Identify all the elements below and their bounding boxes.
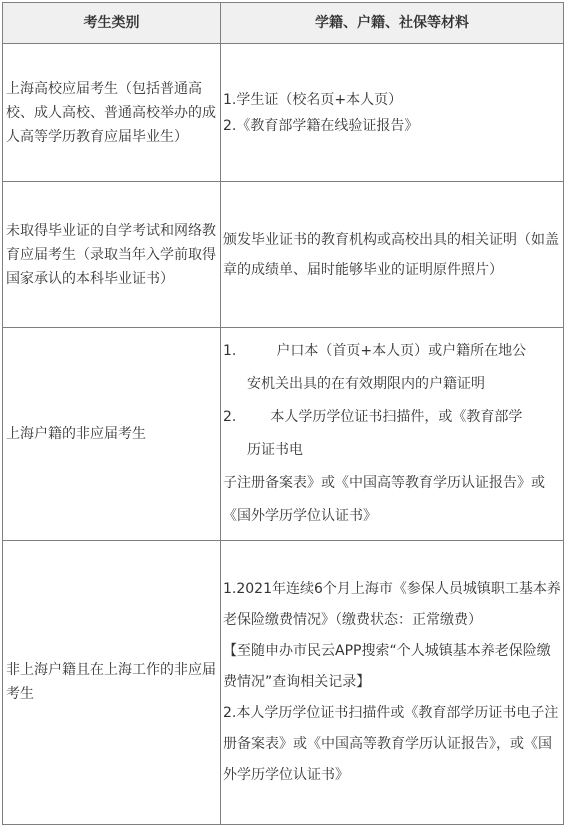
material-item-continued: 安机关出具的在有效期限内的户籍证明 xyxy=(247,375,485,392)
material-item: 颁发毕业证书的教育机构或高校出具的相关证明（如盖章的成绩单、届时能够毕业的证明原件照片） xyxy=(223,231,559,278)
material-item: 2.本人学历学位证书扫描件或《教育部学历证书电子注册备案表》或《中国高等教育学历认证报告》，或《国外学历学位认证书》 xyxy=(223,704,559,783)
table-row xyxy=(3,44,564,182)
materials-cell xyxy=(221,44,564,182)
materials-table-container xyxy=(2,2,563,825)
materials-cell xyxy=(221,182,564,328)
table-row xyxy=(3,182,564,328)
material-item-continued: 子注册备案表》或《中国高等教育学历认证报告》或《国外学历学位认证书》 xyxy=(223,474,545,524)
table-row xyxy=(3,540,564,824)
materials-cell xyxy=(221,540,564,824)
table-row xyxy=(3,328,564,540)
category-cell: 非上海户籍且在上海工作的非应届考生 xyxy=(3,540,221,824)
category-cell: 上海户籍的非应届考生 xyxy=(3,328,221,540)
header-category: 考生类别 xyxy=(3,3,221,44)
table-header-row xyxy=(3,3,564,44)
material-item: 1.学生证（校名页+本人页） xyxy=(223,91,403,108)
item-text: 本人学历学位证书扫描件，或《教育部学 xyxy=(270,408,523,425)
materials-cell xyxy=(221,328,564,540)
material-item: 2.《教育部学籍在线验证报告》 xyxy=(223,117,419,134)
item-text: 户口本（首页+本人页）或户籍所在地公 xyxy=(276,342,527,359)
item-number: 1. xyxy=(223,342,237,359)
material-item xyxy=(223,401,561,434)
materials-table xyxy=(2,2,564,825)
material-item xyxy=(223,335,561,368)
material-item-continued: 历证书电 xyxy=(247,441,303,458)
category-cell: 未取得毕业证的自学考试和网络教育应届考生（录取当年入学前取得国家承认的本科毕业证书） xyxy=(3,182,221,328)
category-cell: 上海高校应届考生（包括普通高校、成人高校、普通高校举办的成人高等学历教育应届毕业生） xyxy=(3,44,221,182)
material-item: 1.2021年连续6个月上海市《参保人员城镇职工基本养老保险缴费情况》（缴费状态：正常缴费） xyxy=(223,580,561,628)
material-note: 【至随申办市民云APP搜索“个人城镇基本养老保险缴费情况”查询相关记录】 xyxy=(223,642,551,690)
header-materials: 学籍、户籍、社保等材料 xyxy=(221,3,564,44)
item-number: 2. xyxy=(223,408,237,425)
